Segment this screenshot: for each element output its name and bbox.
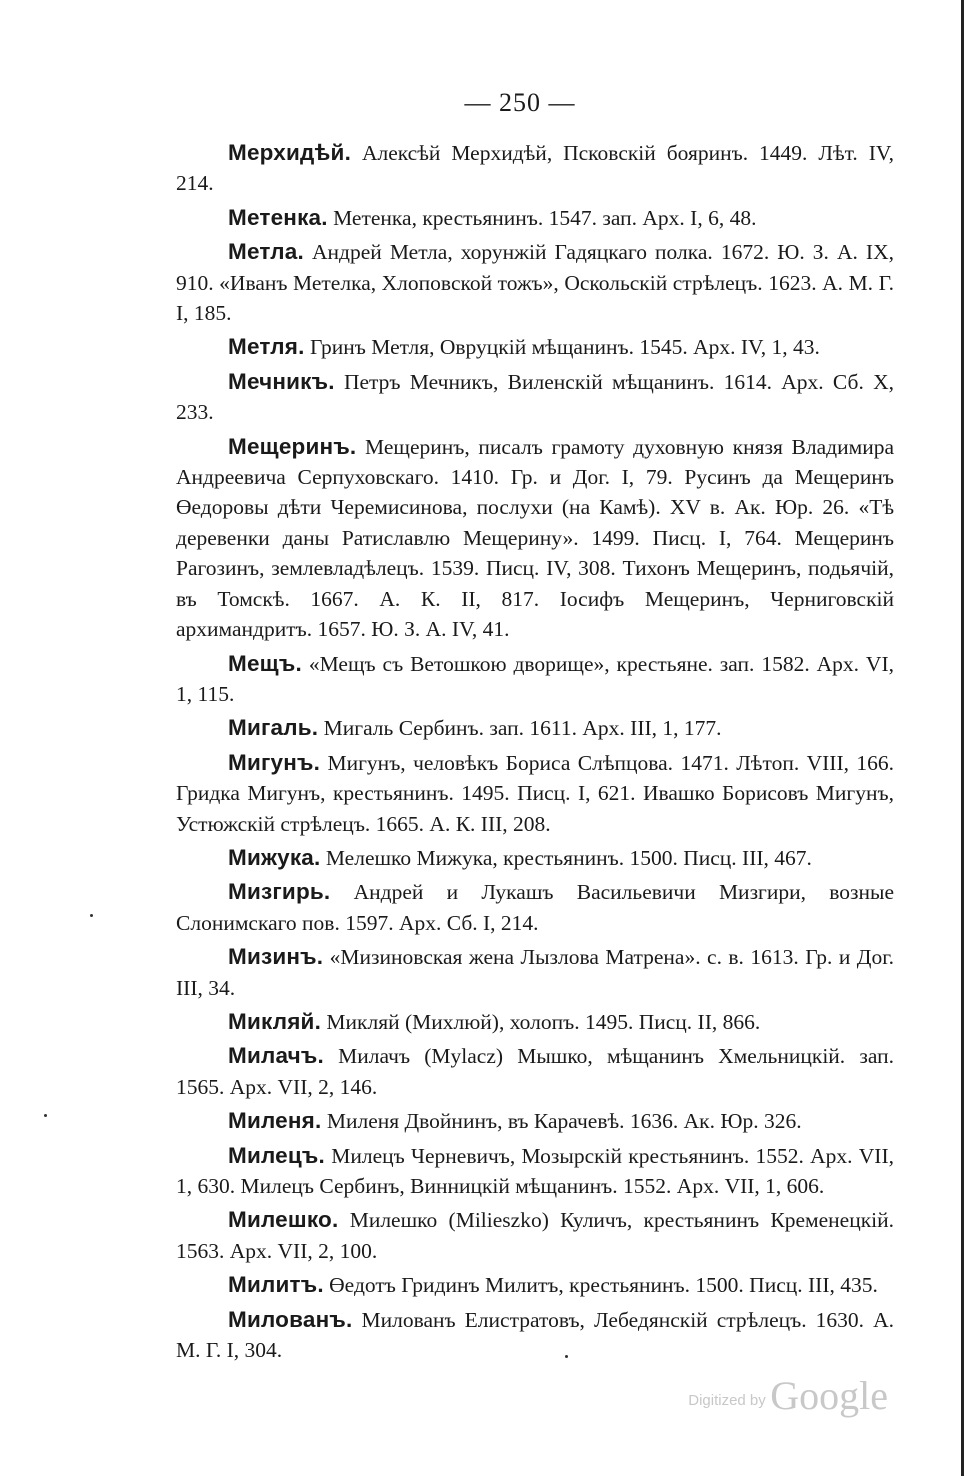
page-edge-rule — [961, 0, 964, 1476]
entry — [176, 332, 894, 362]
entry — [176, 1106, 894, 1136]
entry-text: Мещеринъ, писалъ грамоту духовную князя Владимира Андреевича Серпуховскаго. 1410. Гр. и Дог. I, 79. Русинъ да Мещеринъ Өедоровы дѣти Черемисинова, послухи (на Камѣ). XV в. Ак. Юр. 26. «Тѣ деревенки даны Ратиславлю Мещерину». 1499. Писц. I, 764. Мещеринъ Рагозинъ, землевладѣлецъ. 1539. Писц. IV, 308. Тихонъ Мещеринъ, подьячій, въ Томскѣ. 1667. А. К. II, 817. Іосифъ Мещеринъ, Черниговскій архимандритъ. 1657. Ю. З. А. IV, 41. — [176, 434, 894, 642]
entry-text: Өедотъ Гридинъ Милитъ, крестьянинъ. 1500. Писц. III, 435. — [323, 1273, 878, 1298]
entry-headword: Метла. — [228, 239, 304, 265]
entry — [176, 942, 894, 1003]
entry — [176, 1205, 894, 1266]
entry-headword: Милованъ. — [228, 1306, 353, 1332]
entry — [176, 877, 894, 938]
entry-headword: Мигунъ. — [228, 749, 321, 775]
watermark-prefix: Digitized by — [688, 1392, 766, 1409]
entry — [176, 1041, 894, 1102]
entry — [176, 1305, 894, 1366]
entry-text: Метенка, крестьянинъ. 1547. зап. Арх. I, 6, 48. — [327, 205, 757, 230]
entry-headword: Миленя. — [228, 1108, 322, 1134]
entry — [176, 237, 894, 328]
entry — [176, 1270, 894, 1300]
entry — [176, 367, 894, 428]
digitized-watermark — [688, 1372, 888, 1419]
entry-text: Мелешко Мижука, крестьянинъ. 1500. Писц. III, 467. — [320, 845, 812, 870]
entry-text: Милачъ (Mylacz) Мышко, мѣщанинъ Хмельницкій. зап. 1565. Арх. VII, 2, 146. — [176, 1044, 894, 1099]
entry-text: Алексѣй Мерхидѣй, Псковскій бояринъ. 1449. Лѣт. IV, 214. — [176, 141, 894, 196]
entry-headword: Мизгирь. — [228, 879, 331, 905]
entry-headword: Милачъ. — [228, 1043, 324, 1069]
entry — [176, 748, 894, 839]
entry — [176, 1141, 894, 1202]
scan-speck — [565, 1355, 568, 1358]
entry-text: Милецъ Черневичъ, Мозырскій крестьянинъ. 1552. Арх. VII, 1, 630. Милецъ Сербинъ, Винницкій мѣщанинъ. 1552. Арх. VII, 1, 606. — [176, 1143, 894, 1198]
entry — [176, 843, 894, 873]
scan-speck — [44, 1114, 47, 1117]
entry-text: «Мизиновская жена Лызлова Матрена». с. в. 1613. Гр. и Дог. III, 34. — [176, 945, 894, 1000]
entry — [176, 138, 894, 199]
entry-headword: Мижука. — [228, 844, 321, 870]
entry-headword: Мизинъ. — [228, 944, 324, 970]
entry-text: Гринъ Метля, Овруцкій мѣщанинъ. 1545. Арх. IV, 1, 43. — [304, 335, 820, 360]
entry — [176, 713, 894, 743]
entry-text: Мигаль Сербинъ. зап. 1611. Арх. III, 1, 177. — [318, 716, 722, 741]
entry-headword: Милецъ. — [228, 1142, 325, 1168]
page-number: — 250 — — [464, 88, 576, 117]
entry-headword: Мещъ. — [228, 650, 302, 676]
entry-headword: Мещеринъ. — [228, 433, 357, 459]
scan-speck — [90, 914, 93, 917]
entry-text: «Мещъ съ Ветошкою дворище», крестьяне. зап. 1582. Арх. VI, 1, 115. — [176, 651, 894, 706]
entry-text: Милешко (Milieszko) Куличъ, крестьянинъ Кременецкій. 1563. Арх. VII, 2, 100. — [176, 1208, 894, 1263]
entry-headword: Мерхидѣй. — [228, 140, 352, 165]
entry-text: Милованъ Елистратовъ, Лебедянскій стрѣлецъ. 1630. А. М. Г. I, 304. — [176, 1307, 894, 1363]
entry-text: Мигунъ, человѣкъ Бориса Слѣпцова. 1471. Лѣтоп. VIII, 166. Гридка Мигунъ, крестьянинъ. 1495. Писц. I, 621. Ивашко Борисовъ Мигунъ, Устюжскій стрѣлецъ. 1665. А. К. III, 208. — [176, 750, 894, 836]
dictionary-entries — [176, 138, 894, 1365]
entry — [176, 432, 894, 645]
entry-headword: Милешко. — [228, 1207, 339, 1233]
entry-headword: Мечникъ. — [228, 368, 335, 394]
entry-headword: Микляй. — [228, 1008, 322, 1034]
entry-headword: Метля. — [228, 334, 305, 360]
entry — [176, 1007, 894, 1037]
entry — [176, 649, 894, 710]
entry-text: Микляй (Михлюй), холопъ. 1495. Писц. II, 866. — [321, 1009, 761, 1034]
entry-headword: Метенка. — [228, 204, 328, 230]
entry-headword: Мигаль. — [228, 715, 319, 741]
entry-text: Петръ Мечникъ, Виленскій мѣщанинъ. 1614. Арх. Сб. X, 233. — [176, 369, 894, 425]
entry-text: Андрей и Лукашъ Васильевичи Мизгири, возные Слонимскаго пов. 1597. Арх. Сб. I, 214. — [176, 880, 894, 935]
entry — [176, 203, 894, 233]
entry-text: Андрей Метла, хорунжій Гадяцкаго полка. 1672. Ю. З. А. IX, 910. «Иванъ Метелка, Хлоповской тожъ», Оскольскій стрѣлецъ. 1623. А. М. Г. I, 185. — [176, 240, 894, 326]
entry-text: Миленя Двойнинъ, въ Карачевѣ. 1636. Ак. Юр. 326. — [321, 1109, 802, 1134]
google-logo: Google — [770, 1373, 888, 1418]
entry-headword: Милитъ. — [228, 1272, 324, 1298]
